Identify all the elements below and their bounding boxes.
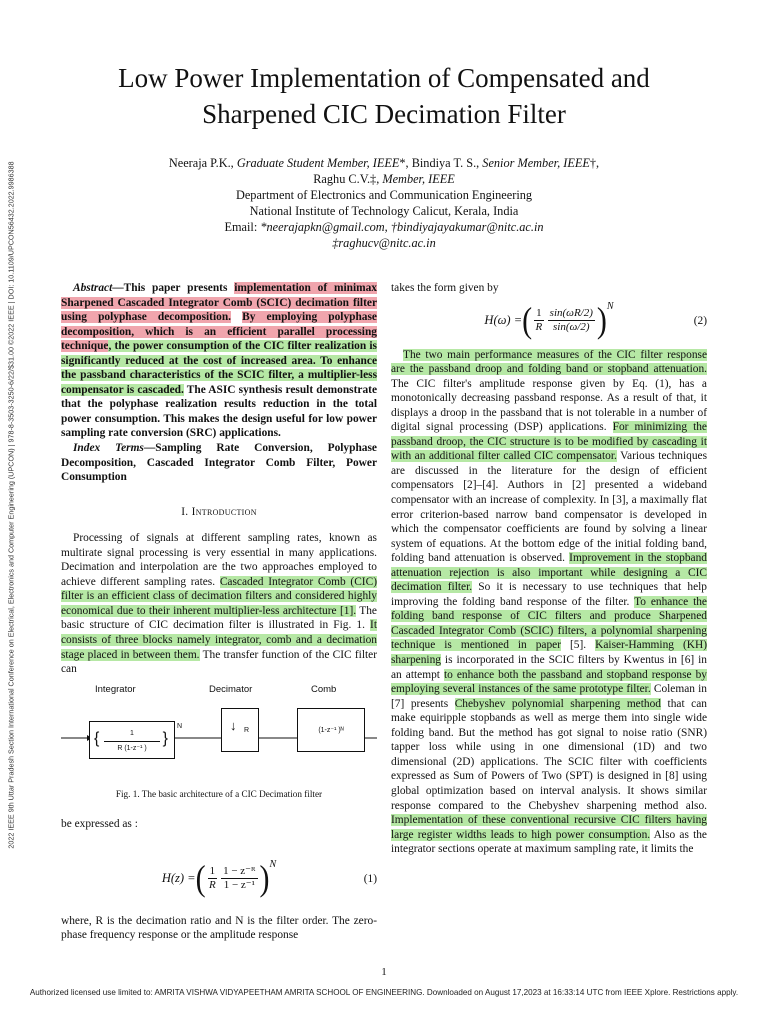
equation-2-body: H(ω) = ( $\frac{1}{R}$ $\frac{\sin(\omega R/2)}{\sin(\omega/2)}$ ) $^N$ xyxy=(484,300,614,340)
comb-expression: (1-z⁻¹ )ᴺ xyxy=(318,726,344,734)
fig-label-integrator: Integrator xyxy=(95,683,136,695)
right-text-8: [5]. xyxy=(561,639,596,652)
abstract-dash: — xyxy=(112,282,124,294)
hl-compensator: For minimizing the passband droop, the CIC structure is to be modified by cascading it with an additional filter called CIC compensator. xyxy=(391,421,707,463)
integrator-block: { 1 R (1-z⁻¹ ) } N xyxy=(89,721,175,759)
license-notice: Authorized licensed use limited to: AMRITA VISHWA VIDYAPEETHAM AMRITA SCHOOL OF ENGINEERING. Downloaded on August 17,2023 at 16:33:14 UTC from IEEE Xplore. Restrictions apply. xyxy=(29,988,739,997)
figure-caption: Fig. 1. The basic architecture of a CIC Decimation filter xyxy=(115,788,323,799)
intro-text-f: The transfer function of the CIC filter can xyxy=(61,648,377,676)
eq1-frac-2 xyxy=(221,865,257,892)
eq1-number: (1) xyxy=(363,872,377,885)
email-line-1 xyxy=(60,219,708,235)
intro-paragraph xyxy=(61,531,377,676)
right-text-6: So it is necessary to use techniques that help improving the folding band response of the filter. xyxy=(391,581,708,608)
right-lead: takes the form given by xyxy=(391,282,499,294)
eq2-frac-2 xyxy=(548,307,595,334)
eq2-f1-den: R xyxy=(535,321,543,334)
abstract-highlight-red-2: By employing polyphase decomposition, which is an efficient parallel processing technique xyxy=(61,311,377,353)
integrator-denominator: R (1-z⁻¹ ) xyxy=(117,744,147,752)
right-text-4: Various techniques are discussed in the literature for the design of efficient compensators [2]–[4]. Authors in [2] presented a wideband compensator with an increase of complexity. In [3], a maximally flat error criterion-based narrow band compensator is developed in which the compensator coefficients are found by solving a linear system of equations. At the bottom edge of the initial folding band, folding band attenuation is observed. xyxy=(391,450,707,565)
hl-performance-measures: The two main performance measures of the CIC filter response are the passband droop and folding band or stopband attenuation. xyxy=(391,348,707,376)
eq1-frac-1 xyxy=(208,865,218,892)
integrator-numerator: 1 xyxy=(104,727,160,743)
email-line-2 xyxy=(60,235,708,251)
author-2-name: *, Bindiya T. S., xyxy=(399,156,483,170)
eq1-f1-num: 1 xyxy=(209,865,216,878)
email-addresses-2[interactable]: ‡raghucv@nitc.ac.in xyxy=(332,236,436,250)
right-text-14: that can make equiripple stopbands as well as merge them into single wide folding band. But the method has got signal to noise ratio (SNR) tapper loss while using in one dimensional (1D) and two dimensional (2D) applications. The SCIC filter with coefficients expressed as Sum of Powers of Two (SPT) is designed in [8] using global optimization based on interval analysis. It shows similar response compared to the Chebyshev sharpening method also. xyxy=(391,697,707,812)
abstract-highlight-red-1: implementation of minimax Sharpened Cascaded Integrator Comb (SCIC) decimation filter using polyphase decomposition. xyxy=(61,282,378,324)
intro-text-a: Processing of signals at different sampling rates, known as multirate signal processing is very essential in many applications. Decimation and interpolation are the two approaches employed to achieve different sampling rates. xyxy=(61,532,377,588)
author-2-mark: †, xyxy=(589,156,600,170)
author-1-role: Graduate Student Member, IEEE xyxy=(236,156,400,170)
right-text-12: Coleman in [7] presents xyxy=(391,683,707,710)
hl-stopband: Improvement in the stopband attenuation rejection is also important while designing a CIC decimation filter. xyxy=(391,552,707,594)
eq1-f2-num: 1 − z⁻ᴿ xyxy=(223,865,256,878)
equation-2 xyxy=(391,300,707,342)
abstract-highlight-green: , the power consumption of the CIC filter realization is significantly reduced at the cost of increased area. To enhance the passband characteristics of the SCIC filter, a multiplier-less compensator is cascaded. xyxy=(61,340,377,396)
author-3-name: Raghu C.V.‡, xyxy=(313,172,383,186)
eq2-frac-1 xyxy=(534,307,544,334)
eq2-power: N xyxy=(606,300,614,312)
right-paragraph xyxy=(391,348,707,857)
eq2-number: (2) xyxy=(693,314,707,327)
author-line-2 xyxy=(60,171,708,187)
eq2-f2-num: sin(ωR/2) xyxy=(549,307,593,320)
author-2-role: Senior Member, IEEE xyxy=(482,156,590,170)
integrator-power: N xyxy=(176,722,182,730)
side-doi-text: 2022 IEEE 9th Uttar Pradesh Section International Conference on Electrical, Electronics and Computer Engineering (UPCON) | 978-8-3503-3250-6/22/$31.00 ©2022 IEEE | DOI: 10.1109/UPCON56432.2022.9986388 xyxy=(6,161,16,849)
right-column xyxy=(391,281,707,857)
section-name: Introduction xyxy=(191,505,257,518)
side-doi-strip xyxy=(4,40,18,970)
fig-label-comb: Comb xyxy=(311,683,337,695)
downsample-arrow-icon: ↓ xyxy=(230,717,237,733)
eq2-f1-num: 1 xyxy=(536,307,542,320)
section-heading xyxy=(61,505,377,520)
decimator-ratio: R xyxy=(244,726,250,734)
right-text-10: is incorporated in the SCIC filters by Kwentus in [6] in an attempt xyxy=(391,654,707,681)
expressed-as: be expressed as : xyxy=(61,818,138,831)
eq2-lhs: H(ω) = xyxy=(484,313,523,328)
index-terms-label: Index Terms xyxy=(73,442,144,455)
abstract-text-end: The ASIC synthesis result demonstrate that the polyphase realization results reduction in the total power consumption. This makes the design useful for low power sampling rate conversion (SRC) applications. xyxy=(61,383,378,440)
comb-block xyxy=(297,708,365,752)
eq1-power: N xyxy=(269,858,277,870)
intro-text-d: The basic structure of CIC decimation filter is illustrated in Fig. 1. xyxy=(61,604,377,632)
eq1-lhs: H(z) = xyxy=(161,871,196,886)
after-eq1-text: where, R is the decimation ratio and N is the filter order. The zero-phase frequency response or the amplitude response xyxy=(61,914,377,942)
equation-1 xyxy=(61,858,377,900)
hl-kaiser-hamming: Kaiser-Hamming (KH) sharpening xyxy=(391,639,707,667)
index-terms-text: —Sampling Rate Conversion, Polyphase Decomposition, Cascaded Integrator Comb Filter, Power Consumption xyxy=(61,442,377,484)
author-1-name: Neeraja P.K., xyxy=(168,156,237,170)
paper-title xyxy=(40,60,728,132)
left-column xyxy=(61,281,377,943)
abstract-space xyxy=(231,311,242,323)
eq1-f1-den: R xyxy=(208,879,216,892)
eq1-f2-den: 1 − z⁻¹ xyxy=(223,879,255,892)
intro-highlight-blocks: It consists of three blocks namely integrator, comb and a decimation stage placed in between them. xyxy=(61,619,377,661)
hl-chebyshev: Chebyshev polynomial sharpening method xyxy=(454,697,661,710)
section-number: I. xyxy=(181,505,192,518)
index-terms xyxy=(61,441,377,485)
institution: National Institute of Technology Calicut, Kerala, India xyxy=(249,204,519,218)
email-label: Email: xyxy=(224,220,261,234)
abstract-text-0: This paper presents xyxy=(123,282,235,294)
intro-highlight-cic: Cascaded Integrator Comb (CIC) filter is an efficient class of decimation filters and considered highly economical due to their inherent multiplier-less architecture xyxy=(61,575,377,617)
department: Department of Electronics and Communication Engineering xyxy=(235,188,533,202)
decimator-block xyxy=(221,708,259,752)
hl-enhance-both: to enhance both the passband and stopband response by employing several instances of the same prototype filter. xyxy=(391,668,708,696)
author-block xyxy=(60,155,708,251)
equation-1-body: H(z) = ( $\frac{1}{R}$ $\frac{\text{1 − z⁻ᴿ}}{\text{1 − z⁻¹}}$ ) $^N$ xyxy=(161,858,277,898)
title-line-2: Sharpened CIC Decimation Filter xyxy=(202,99,566,129)
page-number: 1 xyxy=(381,966,387,978)
right-text-16: Also as the integrator sections operate at maximum sampling rate, it limits the xyxy=(391,828,707,856)
email-addresses-1[interactable]: *neerajapkn@gmail.com, †bindiyajayakumar@nitc.ac.in xyxy=(260,220,544,234)
title-line-1: Low Power Implementation of Compensated and xyxy=(118,63,650,93)
author-line-1 xyxy=(60,155,708,171)
figure-1 xyxy=(61,683,377,783)
author-3-role: Member, IEEE xyxy=(382,172,455,186)
eq2-f2-den: sin(ω/2) xyxy=(553,321,590,334)
hl-implementation: Implementation of these conventional recursive CIC filters having large register widths leads to high power consumption. xyxy=(391,814,707,841)
hl-scic: To enhance the folding band response of CIC filters and produce Sharpened Cascaded Integrator Comb (SCIC) filters, a polynomial sharpening technique is mentioned in paper xyxy=(391,595,707,652)
intro-cite-1: [1]. xyxy=(336,604,357,617)
fig-label-decimator: Decimator xyxy=(209,683,253,695)
abstract xyxy=(61,281,377,441)
abstract-label: Abstract xyxy=(73,282,113,294)
right-text-2: The CIC filter's amplitude response given by Eq. (1), has a monotonically decreasing passband response. As a result of that, it displays a droop in the passband that is not tolerable in a number of digital signal processing (DSP) applications. xyxy=(391,377,707,434)
